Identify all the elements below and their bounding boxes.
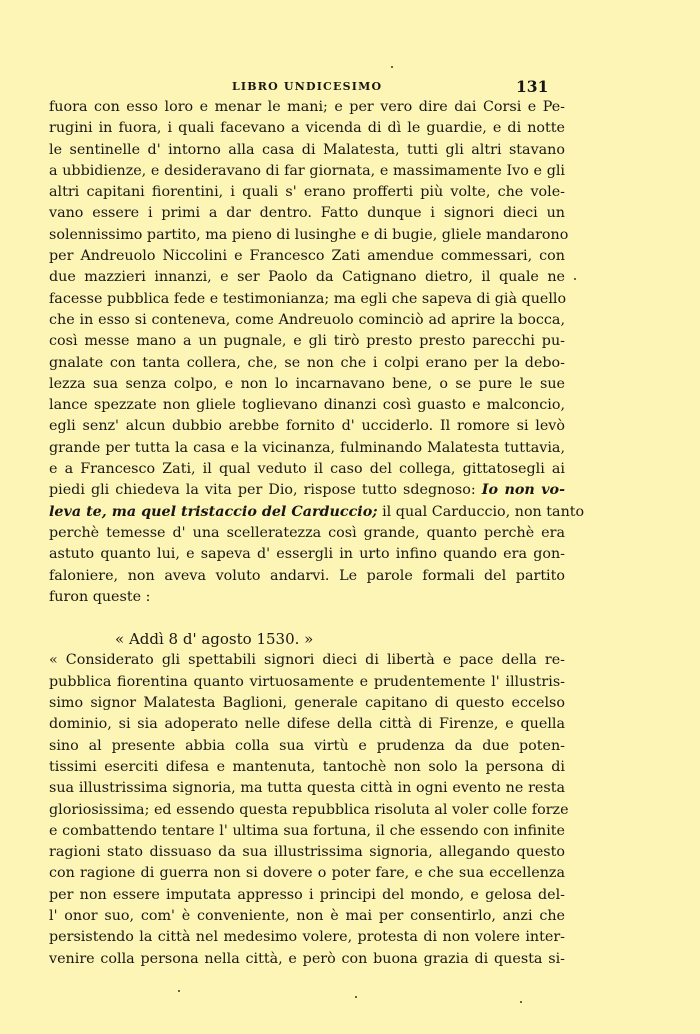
text-line — [49, 927, 565, 948]
line-text: e a Francesco Zati, il qual veduto il caso del collega, gittatosegli ai — [49, 461, 565, 478]
text-line — [49, 693, 565, 714]
line-text: gloriosissima; ed essendo questa repubblica risoluta al voler colle forze — [49, 801, 569, 818]
line-text: per Andreuolo Niccolini e Francesco Zati amendue commessari, con — [49, 248, 565, 265]
line-text: per non essere imputata appresso i principi del mondo, e gelosa del- — [49, 886, 565, 903]
line-text: tissimi eserciti difesa e mantenuta, tantochè non solo la persona di — [49, 758, 565, 775]
line-text: perchè temesse d' una scelleratezza così grande, quanto perchè era — [49, 524, 565, 541]
line-text: furon queste : — [49, 588, 151, 605]
text-line — [49, 267, 565, 288]
text-line — [49, 523, 565, 544]
text-line — [49, 374, 565, 395]
text-line — [49, 310, 565, 331]
text-line — [49, 140, 565, 161]
line-text: lezza sua senza colpo, e non lo incarnavano bene, o se pure le sue — [49, 375, 565, 392]
text-line — [49, 736, 565, 757]
text-line — [49, 182, 565, 203]
text-line — [49, 863, 565, 884]
line-text: astuto quanto lui, e sapeva d' essergli in urto infino quando era gon- — [49, 546, 565, 563]
line-text: sua illustrissima signoria, ma tutta questa città in ogni evento ne resta — [49, 780, 565, 797]
line-text: altri capitani fiorentini, i quali s' erano profferti più volte, che vole- — [49, 184, 565, 201]
line-text: faloniere, non aveva voluto andarvi. Le parole formali del partito — [49, 567, 565, 584]
text-line — [49, 778, 565, 799]
text-line — [49, 331, 565, 352]
text-line — [49, 289, 565, 310]
page-number: 131 — [516, 77, 549, 96]
text-line — [49, 118, 565, 139]
text-line — [49, 416, 565, 437]
text-line — [49, 225, 569, 246]
text-line — [49, 800, 569, 821]
line-text: pubblica fiorentina quanto virtuosamente e prudentemente l' illustris- — [49, 673, 565, 690]
text-line — [49, 949, 565, 970]
line-text: l' onor suo, com' è conveniente, non è mai per consentirlo, anzi che — [49, 907, 565, 924]
text-line — [49, 650, 565, 671]
line-text: gnalate con tanta collera, che, se non che i colpi erano per la debo- — [49, 354, 565, 371]
line-text: persistendo la città nel medesimo volere, protesta di non volere inter- — [49, 929, 565, 946]
text-line — [49, 353, 565, 374]
text-line — [49, 395, 565, 416]
line-text: grande per tutta la casa e la vicinanza, fulminando Malatesta tuttavia, — [49, 439, 565, 456]
line-text: « Addì 8 d' agosto 1530. » — [115, 630, 314, 649]
text-line — [49, 246, 565, 267]
paper-speck — [355, 996, 357, 998]
line-text: rugini in fuora, i quali facevano a vicenda di dì le guardie, e di notte — [49, 120, 565, 137]
line-text: e combattendo tentare l' ultima sua fortuna, il che essendo con infinite — [49, 822, 565, 839]
line-text: ragioni stato dissuaso da sua illustrissima signoria, allegando questo — [49, 844, 565, 861]
text-line — [49, 566, 565, 587]
running-head-title: LIBRO UNDICESIMO — [232, 80, 383, 93]
line-text: simo signor Malatesta Baglioni, generale capitano di questo eccelso — [49, 695, 565, 712]
text-line — [49, 161, 565, 182]
line-text: solennissimo partito, ma pieno di lusinghe e di bugie, gliele mandarono — [49, 226, 569, 243]
text-line — [49, 97, 565, 118]
line-text: egli senz' alcun dubbio arebbe fornito d' ucciderlo. Il romore si levò — [49, 418, 565, 435]
italic-quote: leva te, ma quel tristaccio del Carduccio; — [49, 503, 378, 520]
dated-heading — [49, 629, 565, 650]
paper-speck — [391, 66, 393, 68]
line-text: che in esso si conteneva, come Andreuolo cominciò ad aprire la bocca, — [49, 311, 565, 328]
line-text: con ragione di guerra non si dovere o poter fare, e che sua eccellenza — [49, 865, 565, 882]
line-text: così messe mano a un pugnale, e gli tirò presto presto parecchi pu- — [49, 333, 565, 350]
text-line — [49, 757, 565, 778]
line-text: il qual Carduccio, non tanto — [382, 503, 585, 520]
text-line — [49, 714, 565, 735]
line-text: fuora con esso loro e menar le mani; e per vero dire dai Corsi e Pe- — [49, 99, 565, 115]
text-line — [49, 203, 565, 224]
paper-speck — [178, 990, 180, 992]
line-text: vano essere i primi a dar dentro. Fatto dunque i signori dieci un — [49, 205, 565, 222]
text-line — [49, 842, 565, 863]
line-text: piedi gli chiedeva la vita per Dio, rispose tutto sdegnoso: — [49, 482, 476, 499]
line-text: venire colla persona nella città, e però con buona grazia di questa si- — [49, 950, 565, 967]
text-line — [49, 885, 565, 906]
line-text: a ubbidienze, e desideravano di far giornata, e massimamente Ivo e gli — [49, 162, 565, 179]
text-line — [49, 502, 585, 523]
italic-quote: Io non vo- — [481, 482, 566, 499]
body-text — [49, 97, 585, 970]
line-text: « Considerato gli spettabili signori dieci di libertà e pace della re- — [49, 652, 565, 669]
line-text: le sentinelle d' intorno alla casa di Malatesta, tutti gli altri stavano — [49, 141, 565, 158]
line-text: facesse pubblica fede e testimonianza; ma egli che sapeva di già quello — [49, 290, 567, 307]
text-line — [49, 438, 565, 459]
text-line — [49, 587, 565, 608]
line-text: lance spezzate non gliele toglievano dinanzi così guasto e malconcio, — [49, 397, 565, 414]
line-text: dominio, si sia adoperato nelle difese della città di Firenze, e quella — [49, 716, 565, 733]
text-line — [49, 821, 565, 842]
text-line — [49, 672, 565, 693]
text-line — [49, 480, 565, 501]
text-line — [49, 459, 565, 480]
line-text: due mazzieri innanzi, e ser Paolo da Catignano dietro, il quale ne — [49, 269, 565, 286]
running-head — [0, 77, 700, 99]
text-line — [49, 544, 565, 565]
paper-speck — [520, 1001, 522, 1003]
text-line — [49, 906, 565, 927]
line-text: sino al presente abbia colla sua virtù e prudenza da due poten- — [49, 737, 565, 754]
paper-speck — [574, 278, 576, 280]
